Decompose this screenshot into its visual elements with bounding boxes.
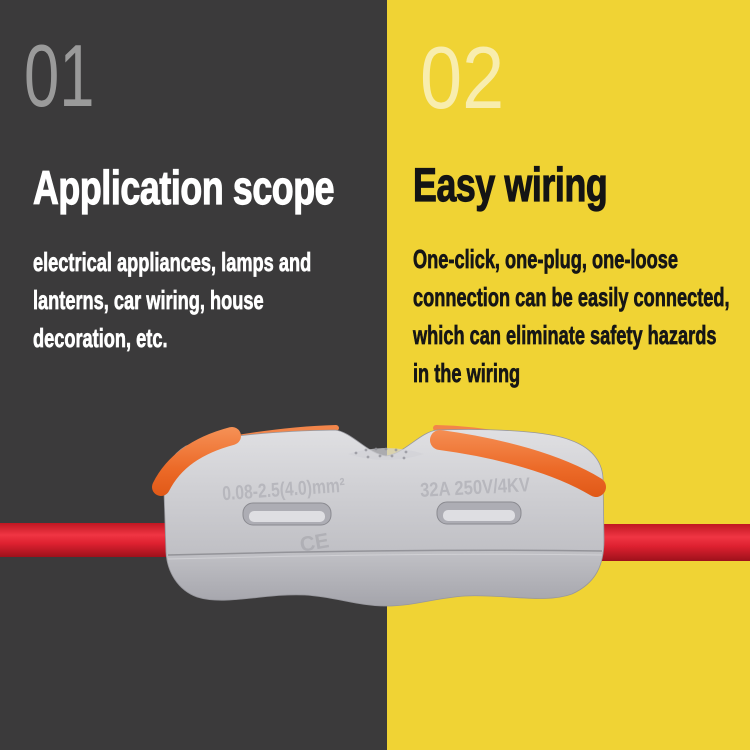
left-heading: Application scope [33,161,335,214]
red-wire-right [594,524,750,561]
step-number-1: 01 [24,26,95,125]
step-number-2: 02 [420,28,505,127]
right-body-line: connection can be easily connected, [413,282,730,312]
left-body-line: lanterns, car wiring, house [33,285,264,315]
left-body-line: decoration, etc. [33,323,168,353]
spec-label-wire-size: 0.08-2.5(4.0)mm² [221,472,380,506]
right-body-line: in the wiring [413,358,521,388]
right-body-line: One-click, one-plug, one-loose [413,244,678,274]
test-slot-right [437,502,521,524]
test-slot-left [243,503,331,525]
left-body-line: electrical appliances, lamps and [33,247,312,277]
spec-label-rating: 32A 250V/4KV [419,472,554,502]
right-heading: Easy wiring [413,158,608,211]
red-wire-left [0,523,176,557]
ce-mark: CE [298,529,331,557]
right-body-line: which can eliminate safety hazards [413,320,717,350]
